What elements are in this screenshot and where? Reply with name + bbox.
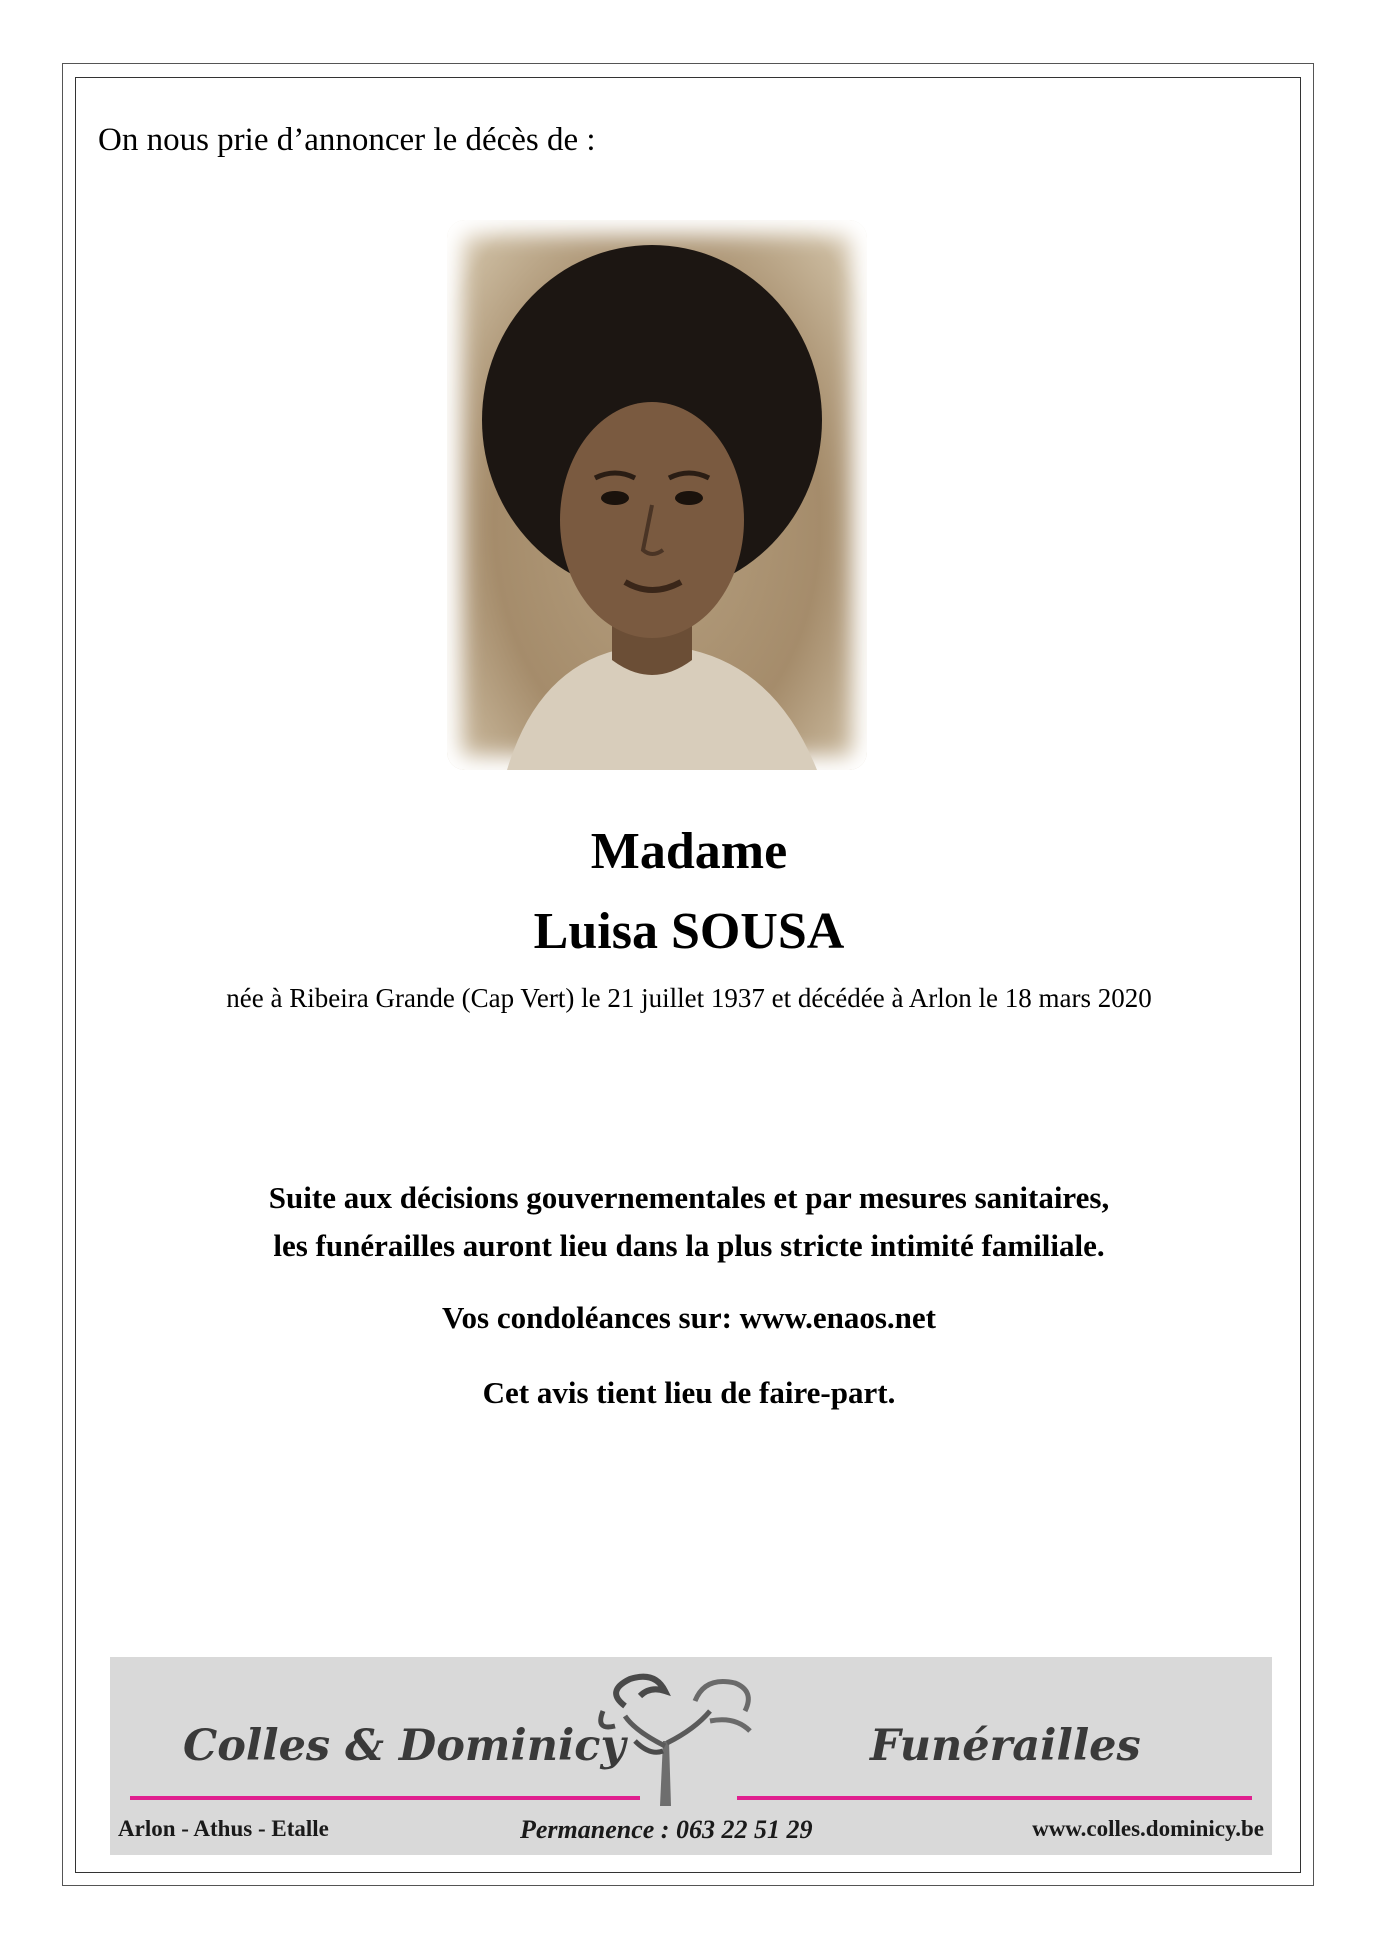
- website-text: www.colles.dominicy.be: [1032, 1816, 1264, 1841]
- faire-part-line: Cet avis tient lieu de faire-part.: [482, 1375, 896, 1410]
- notice-line-2: les funérailles auront lieu dans la plus stricte intimité familiale.: [273, 1228, 1105, 1263]
- pink-divider-right: [737, 1796, 1252, 1800]
- tree-logo-icon: [595, 1671, 785, 1811]
- pink-divider-left: [130, 1796, 640, 1800]
- condolences-line: Vos condoléances sur: www.enaos.net: [441, 1300, 937, 1335]
- salutation: Madame: [590, 823, 788, 880]
- intro-text: On nous prie d’annoncer le décès de :: [98, 122, 596, 158]
- brand-name: Colles & Dominicy: [183, 1721, 626, 1771]
- locations-text: Arlon - Athus - Etalle: [118, 1816, 329, 1841]
- portrait-photo: [447, 220, 867, 770]
- brand-funerailles: Funérailles: [870, 1721, 1141, 1771]
- deceased-name: Luisa SOUSA: [533, 903, 845, 960]
- notice-line-1: Suite aux décisions gouvernementales et par mesures sanitaires,: [268, 1180, 1110, 1215]
- funeral-home-banner: [110, 1657, 1272, 1855]
- birth-death-line: née à Ribeira Grande (Cap Vert) le 21 juillet 1937 et décédée à Arlon le 18 mars 2020: [226, 983, 1152, 1013]
- permanence-phone: Permanence : 063 22 51 29: [520, 1815, 813, 1844]
